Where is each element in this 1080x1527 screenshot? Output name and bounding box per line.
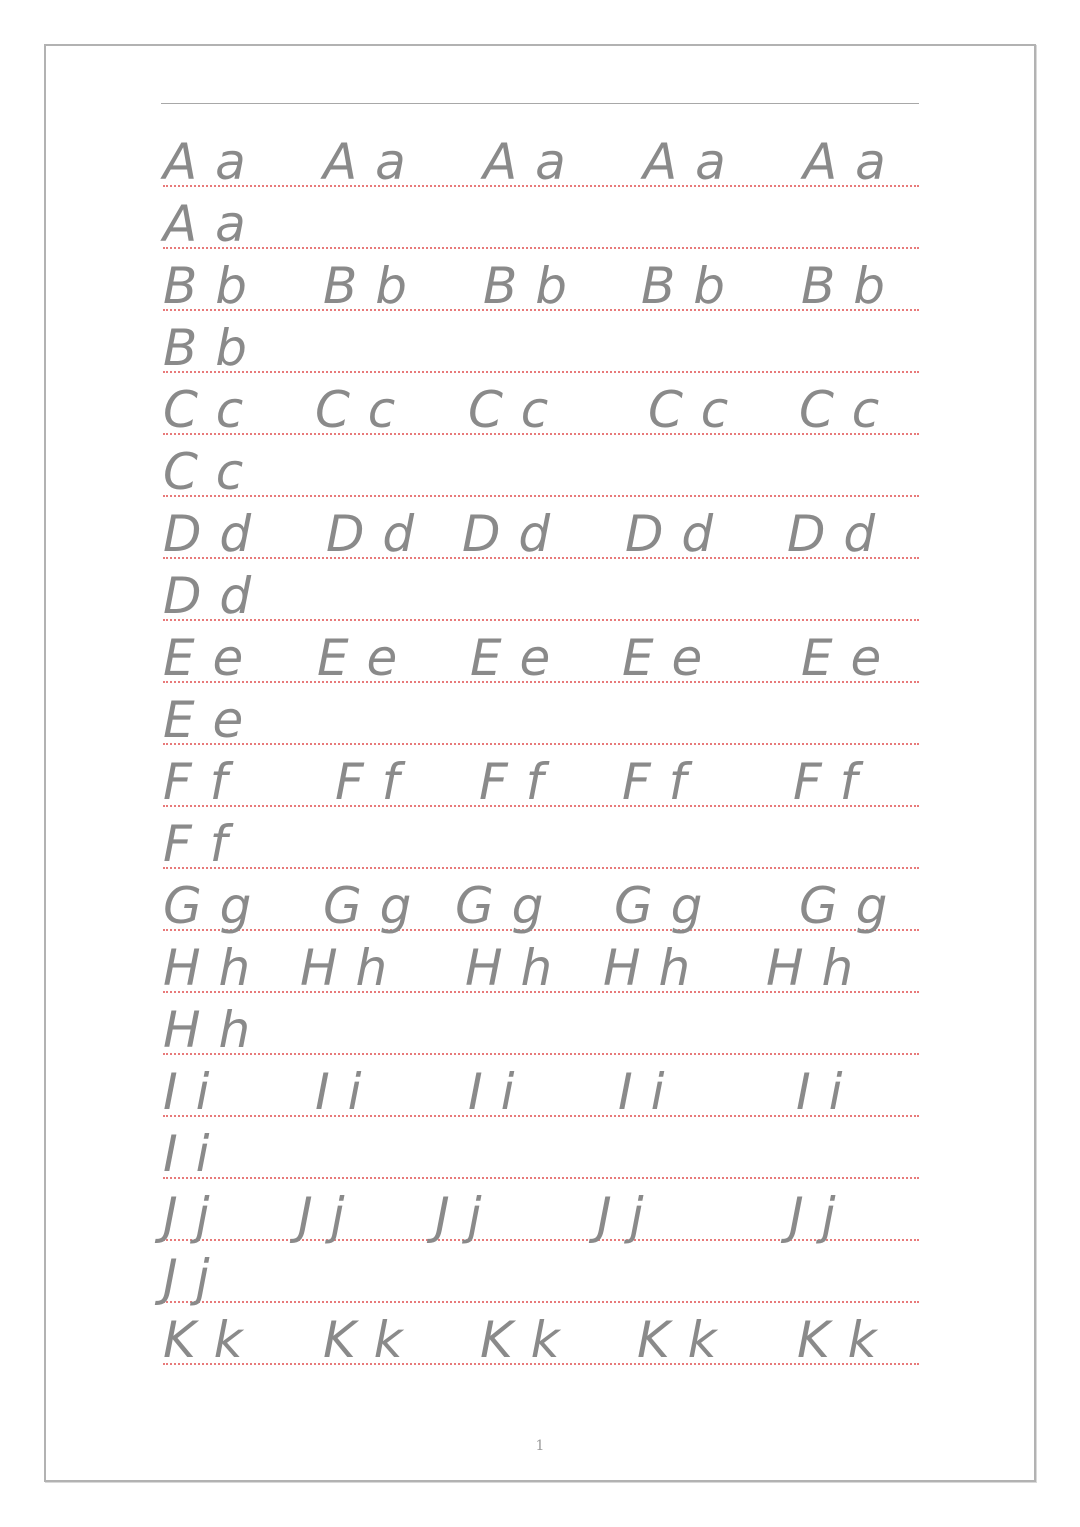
practice-line bbox=[163, 187, 919, 253]
practice-line bbox=[163, 497, 919, 563]
letter-pair: C c bbox=[468, 381, 550, 439]
letter-pair: A a bbox=[803, 133, 887, 191]
letter-pair: F f bbox=[163, 753, 229, 811]
letter-pair: B b bbox=[483, 257, 568, 315]
letter-pair: D d bbox=[163, 567, 253, 625]
letter-pair: G g bbox=[614, 877, 704, 935]
practice-line bbox=[163, 1117, 919, 1183]
handwriting-practice-area bbox=[163, 125, 919, 1369]
letter-pair: K k bbox=[480, 1311, 561, 1369]
letter-pair: I i bbox=[163, 1063, 211, 1121]
letter-pair: K k bbox=[637, 1311, 718, 1369]
letter-pair: G g bbox=[163, 877, 253, 935]
letter-pair: H h bbox=[163, 939, 252, 997]
letter-pair: F f bbox=[163, 815, 229, 873]
letter-pair: C c bbox=[163, 381, 245, 439]
letter-pair: J j bbox=[597, 1187, 645, 1245]
letter-pair: H h bbox=[163, 1001, 252, 1059]
letter-pair: B b bbox=[163, 257, 248, 315]
practice-line bbox=[163, 1303, 919, 1369]
letter-pair: A a bbox=[163, 133, 247, 191]
letter-pair: I i bbox=[618, 1063, 666, 1121]
letter-pair: F f bbox=[479, 753, 545, 811]
letter-pair: I i bbox=[163, 1125, 211, 1183]
letter-pair: C c bbox=[315, 381, 397, 439]
letter-pair: B b bbox=[163, 319, 248, 377]
letter-pair: G g bbox=[455, 877, 545, 935]
practice-line bbox=[163, 435, 919, 501]
practice-line bbox=[163, 807, 919, 873]
letter-pair: C c bbox=[163, 443, 245, 501]
letter-pair: J j bbox=[435, 1187, 483, 1245]
page-number: 1 bbox=[535, 1438, 545, 1454]
practice-line bbox=[163, 1179, 919, 1245]
practice-line bbox=[163, 993, 919, 1059]
letter-pair: C c bbox=[648, 381, 730, 439]
practice-line bbox=[163, 869, 919, 935]
header-rule bbox=[161, 103, 919, 104]
letter-pair: H h bbox=[603, 939, 692, 997]
letter-pair: J j bbox=[789, 1187, 837, 1245]
letter-pair: E e bbox=[163, 629, 245, 687]
letter-pair: I i bbox=[315, 1063, 363, 1121]
practice-line bbox=[163, 683, 919, 749]
letter-pair: E e bbox=[317, 629, 399, 687]
letter-pair: D d bbox=[462, 505, 552, 563]
practice-line bbox=[163, 1055, 919, 1121]
letter-pair: E e bbox=[622, 629, 704, 687]
letter-pair: J j bbox=[163, 1249, 211, 1307]
letter-pair: B b bbox=[801, 257, 886, 315]
letter-pair: F f bbox=[335, 753, 401, 811]
letter-pair: A a bbox=[163, 195, 247, 253]
practice-line bbox=[163, 311, 919, 377]
letter-pair: D d bbox=[625, 505, 715, 563]
letter-pair: J j bbox=[298, 1187, 346, 1245]
letter-pair: H h bbox=[300, 939, 389, 997]
letter-pair: H h bbox=[465, 939, 554, 997]
practice-line bbox=[163, 745, 919, 811]
letter-pair: B b bbox=[323, 257, 408, 315]
practice-line bbox=[163, 1241, 919, 1307]
practice-line bbox=[163, 559, 919, 625]
letter-pair: K k bbox=[797, 1311, 878, 1369]
letter-pair: G g bbox=[323, 877, 413, 935]
practice-line bbox=[163, 621, 919, 687]
letter-pair: E e bbox=[163, 691, 245, 749]
practice-line bbox=[163, 249, 919, 315]
letter-pair: K k bbox=[323, 1311, 404, 1369]
letter-pair: F f bbox=[793, 753, 859, 811]
letter-pair: E e bbox=[801, 629, 883, 687]
letter-pair: B b bbox=[641, 257, 726, 315]
letter-pair: A a bbox=[483, 133, 567, 191]
letter-pair: D d bbox=[326, 505, 416, 563]
letter-pair: I i bbox=[468, 1063, 516, 1121]
letter-pair: I i bbox=[796, 1063, 844, 1121]
letter-pair: C c bbox=[799, 381, 881, 439]
letter-pair: A a bbox=[323, 133, 407, 191]
letter-pair: F f bbox=[622, 753, 688, 811]
letter-pair: H h bbox=[766, 939, 855, 997]
letter-pair: A a bbox=[643, 133, 727, 191]
letter-pair: E e bbox=[470, 629, 552, 687]
practice-line bbox=[163, 125, 919, 191]
practice-line bbox=[163, 931, 919, 997]
letter-pair: D d bbox=[787, 505, 877, 563]
letter-pair: K k bbox=[163, 1311, 244, 1369]
letter-pair: J j bbox=[163, 1187, 211, 1245]
letter-pair: D d bbox=[163, 505, 253, 563]
letter-pair: G g bbox=[799, 877, 889, 935]
practice-line bbox=[163, 373, 919, 439]
